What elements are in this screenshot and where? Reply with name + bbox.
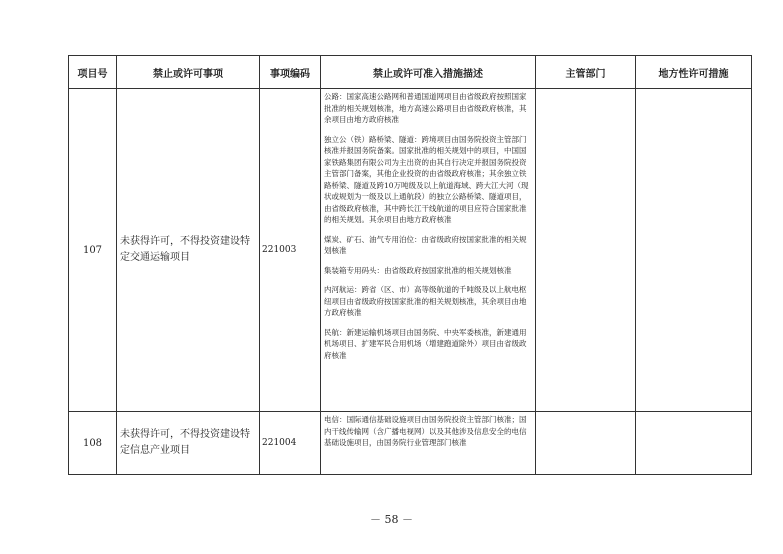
header-description: 禁止或许可准入措施描述 [321, 56, 536, 89]
item-code: 221004 [260, 412, 321, 475]
table-row [69, 89, 752, 412]
item-code: 221003 [260, 89, 321, 412]
item-description [321, 89, 536, 412]
table-row [69, 412, 752, 475]
item-local-measures [636, 412, 752, 475]
item-local-measures [636, 89, 752, 412]
description-paragraph: 内河航运：跨省（区、市）高等级航道的千吨级及以上航电枢纽项目由省级政府按国家批准的相关规划核准，其余项目由地方政府核准 [324, 285, 527, 317]
item-department [536, 412, 636, 475]
description-paragraph: 公路：国家高速公路网和普通国道网项目由省级政府按照国家批准的相关规划核准，地方高速公路项目由省级政府核准，其余项目由地方政府核准 [324, 92, 527, 124]
header-item-number: 项目号 [69, 56, 117, 89]
item-number: 108 [69, 412, 117, 475]
item-department [536, 89, 636, 412]
item-matter: 未获得许可，不得投资建设特定信息产业项目 [117, 412, 260, 475]
description-paragraph: 独立公（铁）路桥梁、隧道：跨境项目由国务院投资主管部门核准并报国务院备案。国家批准的相关规划中的项目，中国国家铁路集团有限公司为主出资的由其自行决定并报国务院投资主管部门备案，其他企业投资的由省级政府核准；其余独立铁路桥梁、隧道及跨10万吨级及以上航道海域、跨大江大河（现状或规划为一级及以上通航段）的独立公路桥梁、隧道项目，由省级政府核准，其中跨长江干线航道的项目应符合国家批准的相关规划。其余项目由地方政府核准 [324, 134, 529, 224]
item-number: 107 [69, 89, 117, 412]
page-number: － 58 － [370, 513, 413, 526]
description-paragraph: 民航：新建运输机场项目由国务院、中央军委核准，新建通用机场项目、扩建军民合用机场（增建跑道除外）项目由省级政府核准 [324, 327, 527, 360]
item-matter: 未获得许可，不得投资建设特定交通运输项目 [117, 89, 260, 412]
description-paragraph: 煤炭、矿石、油气专用泊位：由省级政府按国家批准的相关规划核准 [324, 234, 527, 255]
table-header-row [69, 56, 752, 89]
description-paragraph: 电信：国际通信基础设施项目由国务院投资主管部门核准；国内干线传输网（含广播电视网）以及其他涉及信息安全的电信基础设施项目，由国务院行业管理部门核准 [324, 415, 527, 447]
header-local-measures: 地方性许可措施 [636, 56, 752, 89]
description-paragraph: 集装箱专用码头：由省级政府按国家批准的相关规划核准 [324, 265, 512, 275]
measures-table [68, 55, 752, 475]
header-department: 主管部门 [536, 56, 636, 89]
item-description [321, 412, 536, 475]
header-code: 事项编码 [260, 56, 321, 89]
header-matter: 禁止或许可事项 [117, 56, 260, 89]
